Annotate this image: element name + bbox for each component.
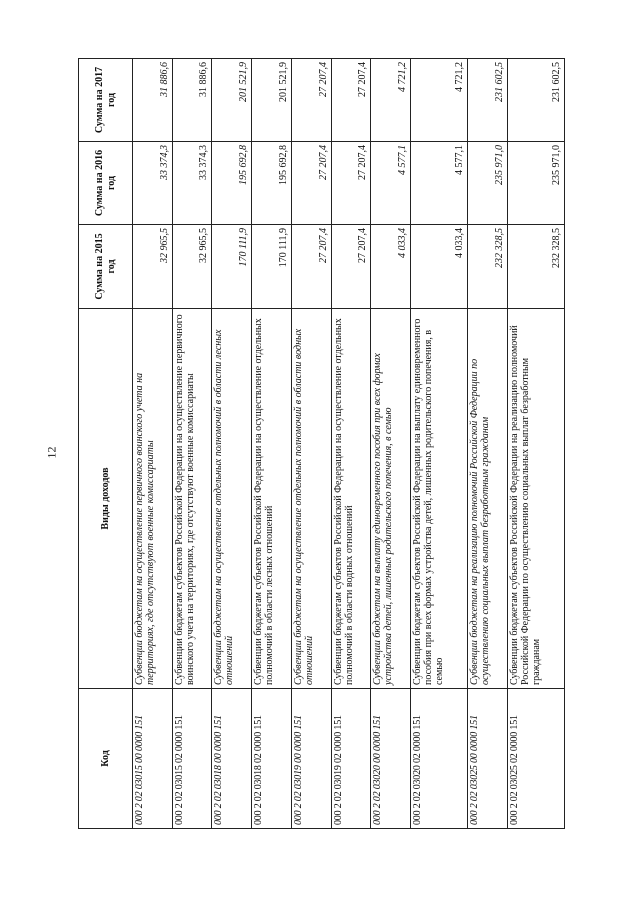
table-row [331,59,371,829]
header-sum-2016: Сумма на 2016 год [79,142,133,225]
row-sum-2016: 33 374,3 [172,142,212,225]
row-sum-2015: 170 111,9 [212,225,252,309]
table-row [133,59,173,829]
rotated-table-container [78,59,565,829]
row-sum-2016: 33 374,3 [133,142,173,225]
row-code: 000 2 02 03015 02 0000 151 [172,689,212,829]
row-sum-2017: 201 521,9 [212,59,252,142]
row-description: Субвенции бюджетам субъектов Российской Федерации на реализацию полномочий Российской Федерации по осуществлению социальных выплат безработным гражданам [507,309,564,689]
row-sum-2017: 27 207,4 [331,59,371,142]
row-sum-2015: 4 033,4 [410,225,467,309]
row-sum-2017: 31 886,6 [172,59,212,142]
row-code: 000 2 02 03015 00 0000 151 [133,689,173,829]
header-code: Код [79,689,133,829]
revenue-table [78,58,565,829]
table-header-row [79,59,133,829]
table-row [468,59,508,829]
row-code: 000 2 02 03020 02 0000 151 [410,689,467,829]
row-sum-2015: 27 207,4 [291,225,331,309]
row-description: Субвенции бюджетам субъектов Российской Федерации на осуществление первичного воинского учета на территориях, где отсутствуют военные комиссариаты [172,309,212,689]
row-description: Субвенции бюджетам на осуществление отдельных полномочий в области водных отношений [291,309,331,689]
row-code: 000 2 02 03019 00 0000 151 [291,689,331,829]
row-sum-2016: 195 692,8 [252,142,292,225]
row-sum-2016: 235 971,0 [507,142,564,225]
row-description: Субвенции бюджетам субъектов Российской Федерации на осуществление отдельных полномочий в области водных отношений [331,309,371,689]
row-sum-2015: 170 111,9 [252,225,292,309]
row-code: 000 2 02 03025 00 0000 151 [468,689,508,829]
row-description: Субвенции бюджетам субъектов Российской Федерации на осуществление отдельных полномочий в области лесных отношений [252,309,292,689]
table-row [172,59,212,829]
table-row [291,59,331,829]
row-sum-2017: 4 721,2 [371,59,411,142]
row-sum-2015: 32 965,5 [172,225,212,309]
row-description: Субвенции бюджетам на реализацию полномочий Российской Федерации по осуществлению социальных выплат безработным гражданам [468,309,508,689]
header-sum-2015: Сумма на 2015 год [79,225,133,309]
row-sum-2016: 27 207,4 [291,142,331,225]
table-row [410,59,467,829]
row-sum-2016: 195 692,8 [212,142,252,225]
row-sum-2017: 27 207,4 [291,59,331,142]
table-row [252,59,292,829]
row-description: Субвенции бюджетам субъектов Российской Федерации на выплату единовременного пособия при всех формах устройства детей, лишенных родительского попечения, в семью [410,309,467,689]
page-number: 12 [44,446,59,459]
row-sum-2015: 27 207,4 [331,225,371,309]
row-sum-2017: 231 602,5 [468,59,508,142]
row-code: 000 2 02 03018 02 0000 151 [252,689,292,829]
row-sum-2016: 4 577,1 [410,142,467,225]
table-body [133,59,565,829]
header-revenue-type: Виды доходов [79,309,133,689]
row-sum-2017: 231 602,5 [507,59,564,142]
table-row [507,59,564,829]
row-sum-2017: 31 886,6 [133,59,173,142]
row-sum-2017: 201 521,9 [252,59,292,142]
row-description: Субвенции бюджетам на осуществление первичного воинского учета на территориях, где отсутствуют военные комиссариаты [133,309,173,689]
row-code: 000 2 02 03018 00 0000 151 [212,689,252,829]
row-sum-2016: 235 971,0 [468,142,508,225]
row-sum-2016: 27 207,4 [331,142,371,225]
row-sum-2015: 232 328,5 [507,225,564,309]
row-sum-2015: 232 328,5 [468,225,508,309]
row-code: 000 2 02 03025 02 0000 151 [507,689,564,829]
row-sum-2016: 4 577,1 [371,142,411,225]
header-sum-2017: Сумма на 2017 год [79,59,133,142]
row-description: Субвенции бюджетам на осуществление отдельных полномочий в области лесных отношений [212,309,252,689]
row-sum-2015: 32 965,5 [133,225,173,309]
table-row [212,59,252,829]
row-code: 000 2 02 03020 00 0000 151 [371,689,411,829]
row-sum-2015: 4 033,4 [371,225,411,309]
row-code: 000 2 02 03019 02 0000 151 [331,689,371,829]
row-description: Субвенции бюджетам на выплату единовременного пособия при всех формах устройства детей, лишенных родительского попечения, в семью [371,309,411,689]
row-sum-2017: 4 721,2 [410,59,467,142]
table-row [371,59,411,829]
